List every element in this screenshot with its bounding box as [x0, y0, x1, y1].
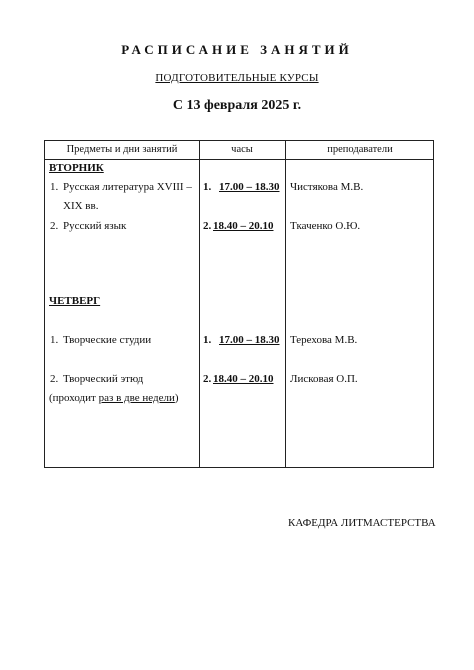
department-signature: КАФЕДРА ЛИТМАСТЕРСТВА — [288, 517, 436, 529]
hours: 17.00 – 18.30 — [219, 334, 280, 346]
teacher: Лисковая О.П. — [290, 373, 358, 385]
hours-number: 2. — [203, 220, 212, 232]
row-number: 2. — [50, 220, 59, 232]
row-number: 2. — [50, 373, 59, 385]
hours: 17.00 – 18.30 — [219, 181, 280, 193]
hours: 18.40 – 20.10 — [213, 220, 274, 232]
teacher: Терехова М.В. — [290, 334, 358, 346]
schedule-start-date: С 13 февраля 2025 г. — [172, 98, 302, 113]
header-divider — [45, 159, 433, 160]
header-teachers: преподаватели — [327, 144, 393, 155]
row-number: 1. — [50, 181, 59, 193]
teacher: Ткаченко О.Ю. — [290, 220, 361, 232]
note-suffix: ) — [174, 392, 179, 404]
header-hours: часы — [231, 144, 253, 155]
column-divider — [285, 141, 286, 467]
subject: Творческие студии — [63, 334, 152, 346]
teacher: Чистякова М.В. — [290, 181, 364, 193]
subject: Русский язык — [63, 220, 127, 232]
day-thursday: ЧЕТВЕРГ — [49, 295, 101, 307]
subject: Творческий этюд — [63, 373, 144, 385]
hours-number: 2. — [203, 373, 212, 385]
schedule-table — [44, 140, 434, 468]
note-prefix: (проходит — [49, 392, 99, 404]
day-tuesday: ВТОРНИК — [49, 162, 104, 174]
row-number: 1. — [50, 334, 59, 346]
document-subtitle: ПОДГОТОВИТЕЛЬНЫЕ КУРСЫ — [155, 72, 319, 84]
subject-note — [49, 391, 179, 405]
subject-continued: XIX вв. — [63, 200, 99, 212]
subject: Русская литература XVIII – — [63, 181, 192, 193]
header-subjects: Предметы и дни занятий — [66, 144, 178, 155]
note-frequency: раз в две недели — [98, 392, 175, 404]
column-divider — [199, 141, 200, 467]
hours-number: 1. — [203, 334, 212, 346]
hours-number: 1. — [203, 181, 212, 193]
hours: 18.40 – 20.10 — [213, 373, 274, 385]
document-title: РАСПИСАНИЕ ЗАНЯТИЙ — [121, 42, 353, 57]
